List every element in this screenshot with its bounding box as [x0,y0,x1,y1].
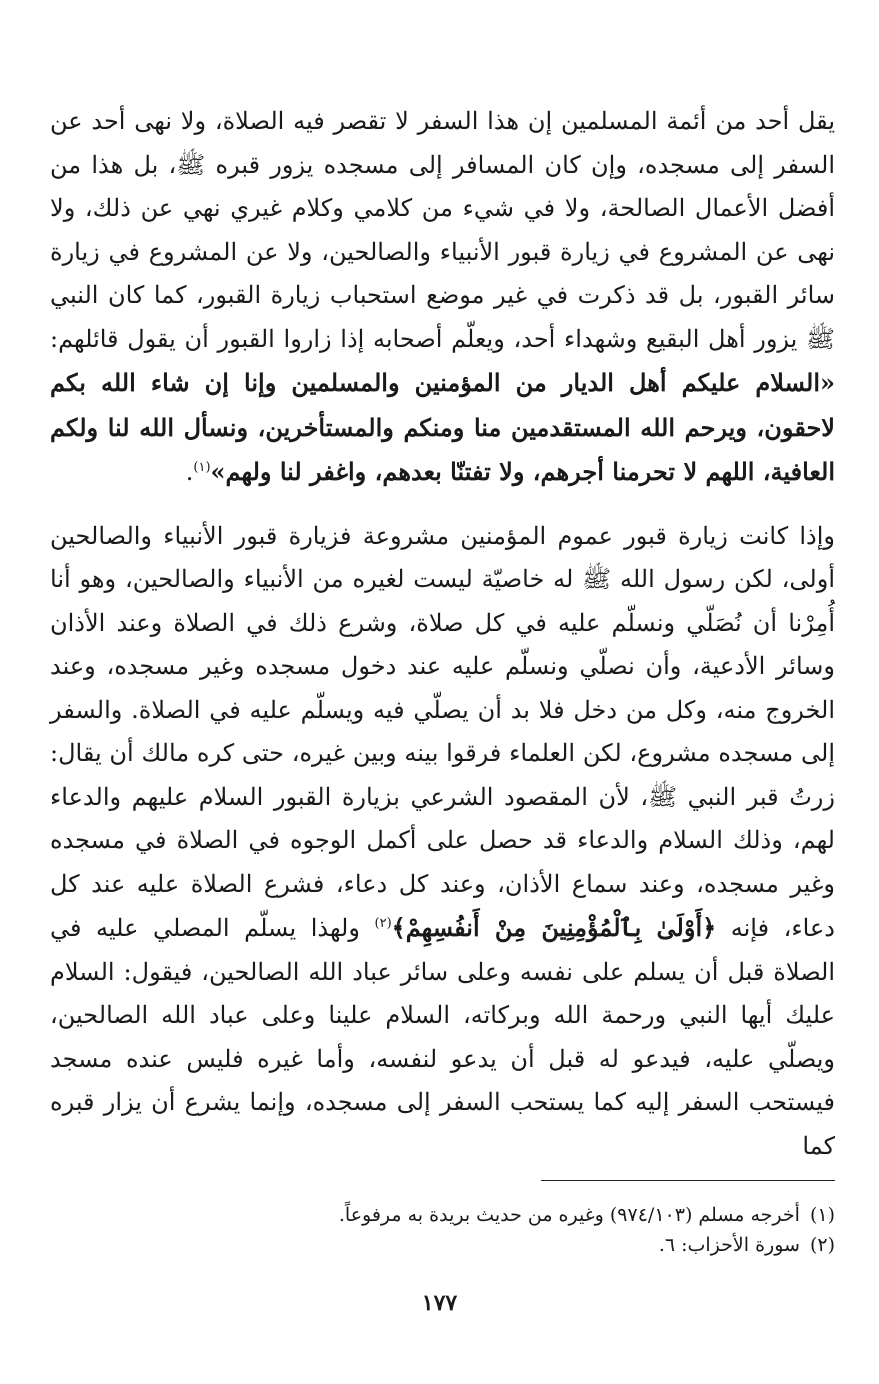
footnote-ref-2[interactable]: (٢) [374,916,392,931]
paragraph-1-end: . [185,458,194,486]
page-number: ١٧٧ [421,1290,458,1316]
paragraph-2-text-a: وإذا كانت زيارة قبور عموم المؤمنين مشروعة فزيارة قبور الأنبياء والصالحين أولى، لكن رسول الله ﷺ له خاصيّة ليست لغيره من الأنبياء والصالحين، وهو أنا أُمِرْنا أن نُصَلّي ونسلّم عليه في كل صلاة، وشرع ذلك في الصلاة وعند الأذان وسائر الأدعية، وأن نصلّي ونسلّم عليه عند دخول مسجده وغير مسجده، وعند الخروج منه، وكل من دخل فلا بد أن يصلّي فيه ويسلّم عليه في الصلاة. والسفر إلى مسجده مشروع، لكن العلماء فرقوا بينه وبين غيره، حتى كره مالك أن يقال: زرتُ قبر النبي ﷺ، لأن المقصود الشرعي بزيارة القبور السلام عليهم والدعاء لهم، وذلك السلام والدعاء قد حصل على أكمل الوجوه في الصلاة في مسجده وغير مسجده، وعند سماع الأذان، وعند كل دعاء، فشرع الصلاة عليه عند كل دعاء، فإنه [50,521,836,942]
paragraph-2-text-b: ولهذا يسلّم المصلي عليه في الصلاة قبل أن يسلم على نفسه وعلى سائر عباد الله الصالحين، فيقول: السلام عليك أيها النبي ورحمة الله وبركاته، السلام علينا وعلى عباد الله الصالحين، ويصلّي عليه، فيدعو له قبل أن يدعو لنفسه، وأما غيره فليس عنده مسجد فيستحب السفر إليه كما يستحب السفر إلى مسجده، وإنما يشرع أن يزار قبره كما [50,914,836,1160]
footnote-2-number: (٢) [809,1234,835,1256]
paragraph-1 [50,100,835,495]
hadith-quote: «السلام عليكم أهل الديار من المؤمنين والمسلمين وإنا إن شاء الله بكم لاحقون، ويرحم الله المستقدمين منا ومنكم والمستأخرين، ونسأل الله لنا ولكم العافية، اللهم لا تحرمنا أجرهم، ولا تفتنّا بعدهم، واغفر لنا ولهم» [50,368,836,486]
footnote-divider [541,1180,835,1181]
quran-verse: ﴿أَوْلَىٰ بِٱلْمُؤْمِنِينَ مِنْ أَنفُسِهِمْ﴾ [391,913,717,942]
footnote-2 [50,1230,835,1260]
page-body [50,100,835,1168]
footnote-1-text: أخرجه مسلم (٩٧٤/١٠٣) وغيره من حديث بريدة به مرفوعاً. [338,1204,800,1226]
footnote-1 [50,1200,835,1230]
footnote-1-number: (١) [809,1204,835,1226]
paragraph-1-text: يقل أحد من أئمة المسلمين إن هذا السفر لا تقصر فيه الصلاة، ولا نهى أحد عن السفر إلى مسجده، وإن كان المسافر إلى مسجده يزور قبره ﷺ، بل هذا من أفضل الأعمال الصالحة، ولا في شيء من كلامي وكلام غيري نهي عن ذلك، ولا نهى عن المشروع في زيارة قبور الأنبياء والصالحين، ولا عن المشروع في زيارة سائر القبور، بل قد ذكرت في غير موضع استحباب زيارة القبور، كما كان النبي ﷺ يزور أهل البقيع وشهداء أحد، ويعلّم أصحابه إذا زاروا القبور أن يقول قائلهم: [50,107,836,353]
footnote-2-text: سورة الأحزاب: ٦. [658,1234,800,1256]
footnotes [50,1200,835,1260]
footnote-ref-1[interactable]: (١) [193,460,211,475]
paragraph-2 [50,515,835,1169]
